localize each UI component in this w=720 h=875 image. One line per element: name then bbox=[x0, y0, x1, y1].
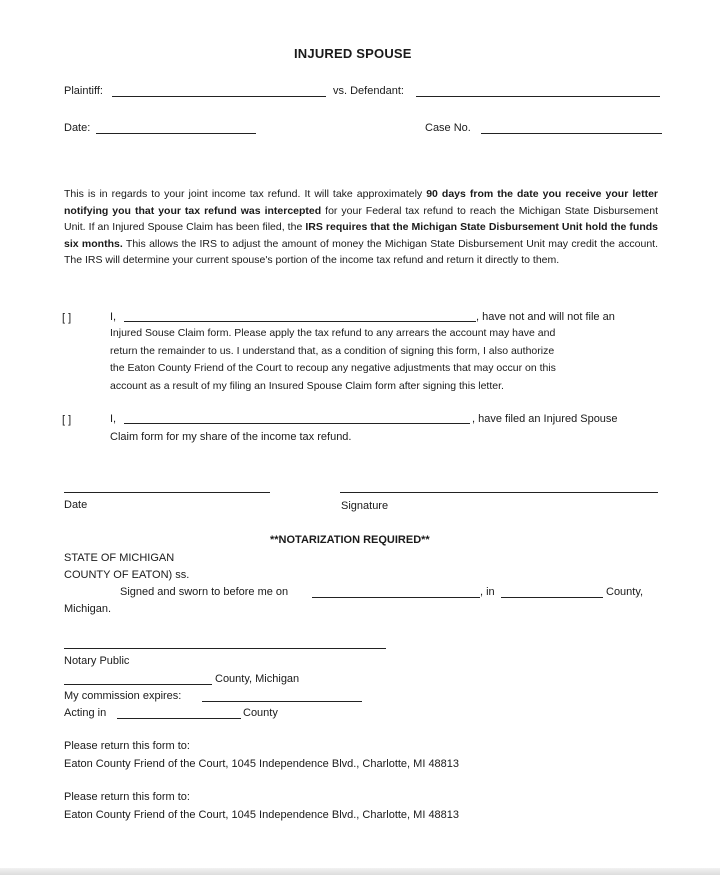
notary-signature-field[interactable] bbox=[64, 648, 386, 649]
option1-checkbox[interactable]: [ ] bbox=[62, 312, 72, 324]
sworn-county: County, bbox=[606, 586, 644, 598]
date-field[interactable] bbox=[96, 133, 256, 134]
page-bottom-edge bbox=[0, 868, 720, 875]
option1-line-4: the Eaton County Friend of the Court to recoup any negative adjustments that may occur on this bbox=[110, 362, 556, 374]
intro-paragraph bbox=[64, 186, 658, 269]
option2-checkbox[interactable]: [ ] bbox=[62, 414, 72, 426]
plaintiff-label: Plaintiff: bbox=[64, 85, 103, 97]
defendant-field[interactable] bbox=[416, 96, 660, 97]
intro-text-2: for your Federal tax refund to reach the Michigan State Disbursement Unit. If an Injured Spouse Claim has been filed, the bbox=[64, 204, 658, 233]
return-label-2: Please return this form to: bbox=[64, 791, 190, 803]
commission-expires-field[interactable] bbox=[202, 701, 362, 702]
acting-in-label: Acting in bbox=[64, 707, 107, 719]
notary-county: COUNTY OF EATON) ss. bbox=[64, 569, 190, 581]
notarization-heading: **NOTARIZATION REQUIRED** bbox=[270, 534, 430, 546]
option2-line-2: Claim form for my share of the income tax refund. bbox=[110, 431, 352, 443]
option2-name-field[interactable] bbox=[124, 423, 470, 424]
notary-county-field[interactable] bbox=[64, 684, 212, 685]
option1-body bbox=[110, 325, 660, 395]
option1-name-field[interactable] bbox=[124, 321, 476, 322]
acting-county-label: County bbox=[243, 707, 278, 719]
notary-county-michigan: County, Michigan bbox=[215, 673, 300, 685]
option1-line-3: return the remainder to us. I understand that, as a condition of signing this form, I also authorize bbox=[110, 344, 555, 357]
sworn-in: , in bbox=[480, 586, 495, 598]
signature-label: Signature bbox=[341, 500, 389, 512]
case-number-field[interactable] bbox=[481, 133, 662, 134]
defendant-label: vs. Defendant: bbox=[333, 85, 404, 97]
option2-suffix: , have filed an Injured Spouse bbox=[472, 413, 618, 425]
option1-line-2: Injured Souse Claim form. Please apply the tax refund to any arrears the account may have and bbox=[110, 327, 556, 339]
sworn-date-field[interactable] bbox=[312, 597, 480, 598]
notary-public-label: Notary Public bbox=[64, 655, 130, 667]
plaintiff-field[interactable] bbox=[112, 96, 326, 97]
acting-in-field[interactable] bbox=[117, 718, 241, 719]
sworn-prefix: Signed and sworn to before me on bbox=[120, 586, 289, 598]
sworn-michigan: Michigan. bbox=[64, 603, 112, 615]
notary-state: STATE OF MICHIGAN bbox=[64, 552, 175, 564]
return-label-1: Please return this form to: bbox=[64, 740, 190, 752]
intro-bold-2: IRS requires that the Michigan State Disbursement Unit hold the funds six months. bbox=[64, 221, 658, 250]
date-label: Date: bbox=[64, 122, 91, 134]
return-address-1: Eaton County Friend of the Court, 1045 Independence Blvd., Charlotte, MI 48813 bbox=[64, 758, 460, 770]
option1-prefix: I, bbox=[110, 311, 117, 323]
intro-text-1: This is in regards to your joint income tax refund. It will take approximately bbox=[64, 188, 427, 200]
sworn-county-field[interactable] bbox=[501, 597, 603, 598]
option1-suffix: , have not and will not file an bbox=[476, 311, 615, 323]
option2-prefix: I, bbox=[110, 413, 117, 425]
case-number-label: Case No. bbox=[425, 122, 471, 134]
form-title: INJURED SPOUSE bbox=[294, 46, 412, 61]
signature-date-label: Date bbox=[64, 499, 88, 511]
intro-text-3: This allows the IRS to adjust the amount of money the Michigan State Disbursement Unit may credit the account. The IRS will determine your current spouse's portion of the income tax refund and return it directly to them. bbox=[64, 237, 658, 266]
option1-line-5: account as a result of my filing an Insured Spouse Claim form after signing this letter. bbox=[110, 379, 504, 392]
signature-date-field[interactable] bbox=[64, 492, 270, 493]
signature-field[interactable] bbox=[340, 492, 658, 493]
commission-expires-label: My commission expires: bbox=[64, 690, 182, 702]
return-address-2: Eaton County Friend of the Court, 1045 Independence Blvd., Charlotte, MI 48813 bbox=[64, 809, 460, 821]
intro-bold-1: 90 days from the date you receive your letter notifying you that your tax refund was intercepted bbox=[64, 188, 659, 217]
